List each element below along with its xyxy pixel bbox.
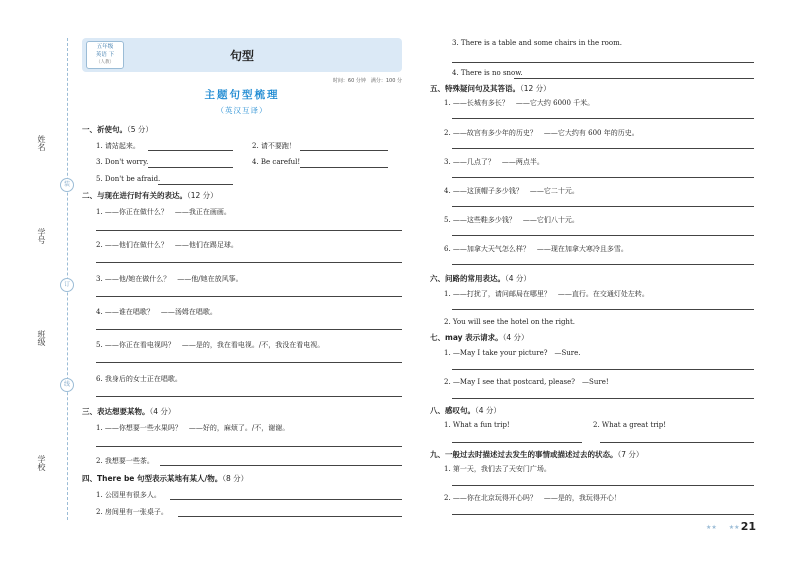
s1-q1: 1. 请站起来。 <box>96 142 140 150</box>
main-title: 主题句型梳理 <box>204 89 280 101</box>
s4-q4: 4. There is no snow. <box>452 69 523 77</box>
section-5-title: 五、特殊疑问句及其答语。（12 分） <box>430 84 551 93</box>
s5-q2-answer-line[interactable] <box>452 148 754 149</box>
s3-q2: 2. 我想要一些茶。 <box>96 457 154 465</box>
s1-q4: 4. Be careful! <box>252 158 301 166</box>
seal-mark-2: 订 <box>60 278 74 292</box>
s2-q3-answer-line[interactable] <box>96 296 402 297</box>
s1-q2-answer-line[interactable] <box>300 150 388 151</box>
s6-q2: 2. You will see the hotel on the right. <box>444 318 575 326</box>
s7-q1-answer-line[interactable] <box>452 369 754 370</box>
grade-tag-line3: （人教） <box>96 60 114 65</box>
header-banner <box>82 38 402 72</box>
s5-q6-answer-line[interactable] <box>452 264 754 265</box>
header-title: 句型 <box>229 49 254 63</box>
s2-q6: 6. 我身后的女士正在唱歌。 <box>96 375 182 383</box>
grade-tag-line2: 英语 下 <box>95 51 115 58</box>
s7-q1: 1. —May I take your picture? —Sure. <box>444 349 581 357</box>
s9-q1: 1. 第一天，我们去了天安门广场。 <box>444 465 551 473</box>
s5-q4-answer-line[interactable] <box>452 206 754 207</box>
s8-q2-answer-line[interactable] <box>600 442 754 443</box>
section-2-title: 二、与现在进行时有关的表达。（12 分） <box>82 191 218 200</box>
s5-q3-answer-line[interactable] <box>452 177 754 178</box>
s7-q2: 2. —May I see that postcard, please? —Sure! <box>444 378 609 386</box>
s5-q5-answer-line[interactable] <box>452 235 754 236</box>
s4-q2-answer-line[interactable] <box>178 516 402 517</box>
subtitle: （英汉互译） <box>216 106 268 115</box>
s2-q1: 1. ——你正在做什么？ ——我正在画画。 <box>96 208 231 216</box>
section-4-title: 四、There be 句型表示某地有某人/物。（8 分） <box>82 474 249 483</box>
section-8-title: 八、感叹句。（4 分） <box>430 406 501 415</box>
s4-q1-answer-line[interactable] <box>170 499 402 500</box>
s4-q3: 3. There is a table and some chairs in the room. <box>452 39 622 47</box>
s2-q2: 2. ——他们在做什么？ ——他们在踢足球。 <box>96 241 238 249</box>
s1-q5: 5. Don't be afraid. <box>96 175 161 183</box>
s2-q4-answer-line[interactable] <box>96 329 402 330</box>
s1-q4-answer-line[interactable] <box>300 167 388 168</box>
s3-q1: 1. ——你想要一些水果吗？ ——好的，麻烦了。/不，谢谢。 <box>96 424 290 432</box>
s1-q1-answer-line[interactable] <box>148 150 233 151</box>
s6-q1-answer-line[interactable] <box>452 309 754 310</box>
s1-q2: 2. 请不要跑！ <box>252 142 296 150</box>
s3-q2-answer-line[interactable] <box>160 465 402 466</box>
school-label: 学校 <box>37 455 46 471</box>
page-number: 21 <box>740 520 756 533</box>
s1-q3-answer-line[interactable] <box>148 167 233 168</box>
student-id-label: 学号 <box>37 228 46 244</box>
section-3-title: 三、表达想要某物。（4 分） <box>82 407 176 416</box>
s4-q2: 2. 房间里有一张桌子。 <box>96 508 168 516</box>
s5-q1: 1. ——长城有多长？ ——它大约 6000 千米。 <box>444 99 595 107</box>
s5-q4: 4. ——这顶帽子多少钱？ ——它二十元。 <box>444 187 579 195</box>
s4-q3-answer-line[interactable] <box>452 62 754 63</box>
s4-q4-answer-line[interactable] <box>514 78 754 79</box>
page-stars-decoration: ★★ ★★ <box>706 524 740 531</box>
time-score-line: 时间：60 分钟 满分：100 分 <box>332 78 402 84</box>
s9-q2: 2. ——你在北京玩得开心吗？ ——是的，我玩得开心！ <box>444 494 621 502</box>
name-label: 姓名 <box>37 135 46 151</box>
grade-tag-line1: 五年级 <box>96 44 114 50</box>
s3-q1-answer-line[interactable] <box>96 446 402 447</box>
section-9-title: 九、一般过去时描述过去发生的事情或描述过去的状态。（7 分） <box>430 450 644 459</box>
s8-q1: 1. What a fun trip! <box>444 421 510 429</box>
s5-q3: 3. ——几点了？ ——两点半。 <box>444 158 544 166</box>
class-label: 班级 <box>37 330 46 346</box>
seal-mark-1: 装 <box>60 178 74 192</box>
s1-q3: 3. Don't worry. <box>96 158 149 166</box>
s5-q2: 2. ——故宫有多少年的历史？ ——它大约有 600 年的历史。 <box>444 129 639 137</box>
s6-q1: 1. ——打扰了，请问邮局在哪里？ ——直行。在交通灯处左转。 <box>444 290 649 298</box>
s8-q2: 2. What a great trip! <box>593 421 667 429</box>
s2-q4: 4. ——谁在唱歌？ ——汤姆在唱歌。 <box>96 308 217 316</box>
s7-q2-answer-line[interactable] <box>452 398 754 399</box>
s9-q1-answer-line[interactable] <box>452 485 754 486</box>
s2-q3: 3. ——他/她在做什么？ ——他/她在放风筝。 <box>96 275 243 283</box>
s2-q1-answer-line[interactable] <box>96 230 402 231</box>
s9-q2-answer-line[interactable] <box>452 514 754 515</box>
s2-q2-answer-line[interactable] <box>96 262 402 263</box>
s5-q5: 5. ——这些鞋多少钱？ ——它们八十元。 <box>444 216 579 224</box>
s2-q5: 5. ——你正在看电视吗？ ——是的，我在看电视。/不，我没在看电视。 <box>96 341 325 349</box>
s8-q1-answer-line[interactable] <box>452 442 582 443</box>
s5-q1-answer-line[interactable] <box>452 118 754 119</box>
s4-q1: 1. 公园里有很多人。 <box>96 491 161 499</box>
s5-q6: 6. ——加拿大天气怎么样？ ——现在加拿大寒冷且多雪。 <box>444 245 628 253</box>
s1-q5-answer-line[interactable] <box>158 184 233 185</box>
seal-mark-3: 线 <box>60 378 74 392</box>
section-6-title: 六、问路的常用表达。（4 分） <box>430 274 531 283</box>
section-1-title: 一、祈使句。（5 分） <box>82 125 153 134</box>
section-7-title: 七、may 表示请求。（4 分） <box>430 333 529 342</box>
s2-q5-answer-line[interactable] <box>96 362 402 363</box>
s2-q6-answer-line[interactable] <box>96 396 402 397</box>
